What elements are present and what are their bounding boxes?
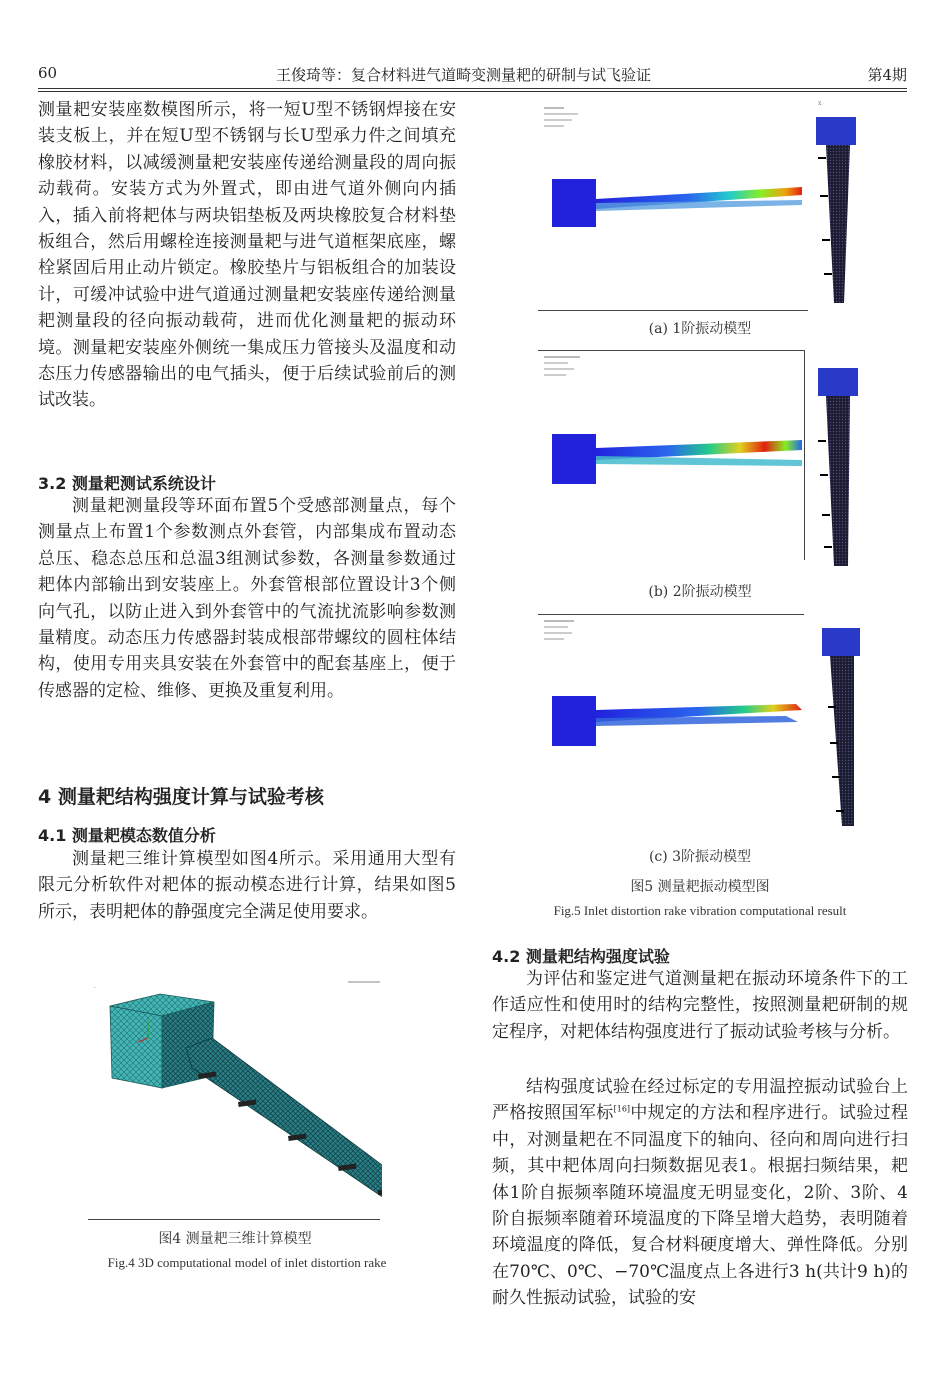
figure-5a-mode1	[538, 99, 862, 307]
section-4-1-heading: 4.1 测量耙模态数值分析	[38, 826, 216, 845]
svg-text:.: .	[94, 983, 96, 990]
svg-text:x: x	[818, 100, 822, 107]
figure-5a-rule	[538, 310, 808, 311]
header-rule-thin	[38, 91, 907, 92]
running-header	[38, 64, 907, 86]
running-title: 王俊琦等：复合材料进气道畸变测量耙的研制与试飞验证	[276, 66, 652, 84]
section-3-2-heading: 3.2 测量耙测试系统设计	[38, 474, 216, 493]
figure-5c-mode3	[538, 612, 862, 834]
figure-5c-caption: (c) 3阶振动模型	[648, 849, 752, 865]
figure-5-caption-cn: 图5 测量耙振动模型图	[630, 879, 770, 895]
right-paragraph-1: 为评估和鉴定进气道测量耙在振动环境条件下的工作适应性和使用时的结构完整性，按照测量耙研制的规定程序，对耙体结构强度进行了振动试验考核与分析。	[492, 969, 908, 1042]
left-paragraph-2: 测量耙测量段等环面布置5个受感部测量点，每个测量点上布置1个参数测点外套管，内部集成布置动态总压、稳态总压和总温3组测试参数，各测量参数通过耙体内部输出到安装座上。外套管根部位置设计3个侧向气孔，以防止进入到外套管中的气流扰流影响参数测量精度。动态压力传感器封装成根部带螺纹的圆柱体结构，使用专用夹具安装在外套管中的配套基座上，便于传感器的定检、维修、更换及重复利用。	[38, 496, 456, 701]
text-run: 结构强度试验在经过标定的专用温控振动试验台上严格按照国军标	[492, 1077, 908, 1124]
left-paragraph-3: 测量耙三维计算模型如图4所示。采用通用大型有限元分析软件对耙体的振动模态进行计算，结果如图5所示，表明耙体的静强度完全满足使用要求。	[38, 849, 456, 922]
left-paragraph-1: 测量耙安装座数模图所示，将一短U型不锈钢焊接在安装支板上，并在短U型不锈钢与长U型承力件之间填充橡胶材料，以减缓测量耙安装座传递给测量段的周向振动载荷。安装方式为外置式，即由进气道外侧向内插入，插入前将耙体与两块铝垫板及两块橡胶复合材料垫板组合，然后用螺栓连接测量耙与进气道框架底座，螺栓紧固后用止动片锁定。橡胶垫片与铝板组合的加装设计，可缓冲试验中进气道通过测量耙安装座传递给测量耙测量段的径向振动载荷，进而优化测量耙的振动环境。测量耙安装座外侧统一集成压力管接头及温度和动态压力传感器输出的电气插头，便于后续试验前后的测试改装。	[38, 100, 456, 411]
citation-ref: [16]	[613, 1104, 631, 1114]
issue-number: 第4期	[867, 66, 907, 84]
figure-4-caption-cn: 图4 测量耙三维计算模型	[158, 1231, 312, 1247]
text-run: 中规定的方法和程序进行。试验过程中，对测量耙在不同温度下的轴向、径向和周向进行扫频，其中耙体周向扫频数据见表1。根据扫频结果，耙体1阶自振频率随环境温度无明显变化，2阶、3阶、4阶自振频率随着环境温度的下降呈增大趋势，表明随着环境温度的降低，复合材料硬度增大、弹性降低。分别在70℃、0℃、−70℃温度点上各进行3 h(共计9 h)的耐久性振动试验，试验的安	[492, 1103, 909, 1309]
header-rule	[38, 88, 907, 89]
figure-5a-caption: (a) 1阶振动模型	[648, 321, 752, 337]
figure-5b-mode2	[538, 346, 862, 568]
section-4-heading: 4 测量耙结构强度计算与试验考核	[38, 786, 324, 808]
page-number: 60	[38, 64, 58, 82]
right-paragraph-2	[492, 1074, 908, 1312]
figure-5b-caption: (b) 2阶振动模型	[648, 584, 752, 600]
figure-4-rule	[88, 1219, 380, 1220]
section-4-2-heading: 4.2 测量耙结构强度试验	[492, 947, 670, 966]
figure-4-caption-en: Fig.4 3D computational model of inlet distortion rake	[107, 1255, 387, 1270]
figure-4-mesh-model	[88, 976, 382, 1216]
figure-5-caption-en: Fig.5 Inlet distortion rake vibration computational result	[553, 903, 847, 918]
